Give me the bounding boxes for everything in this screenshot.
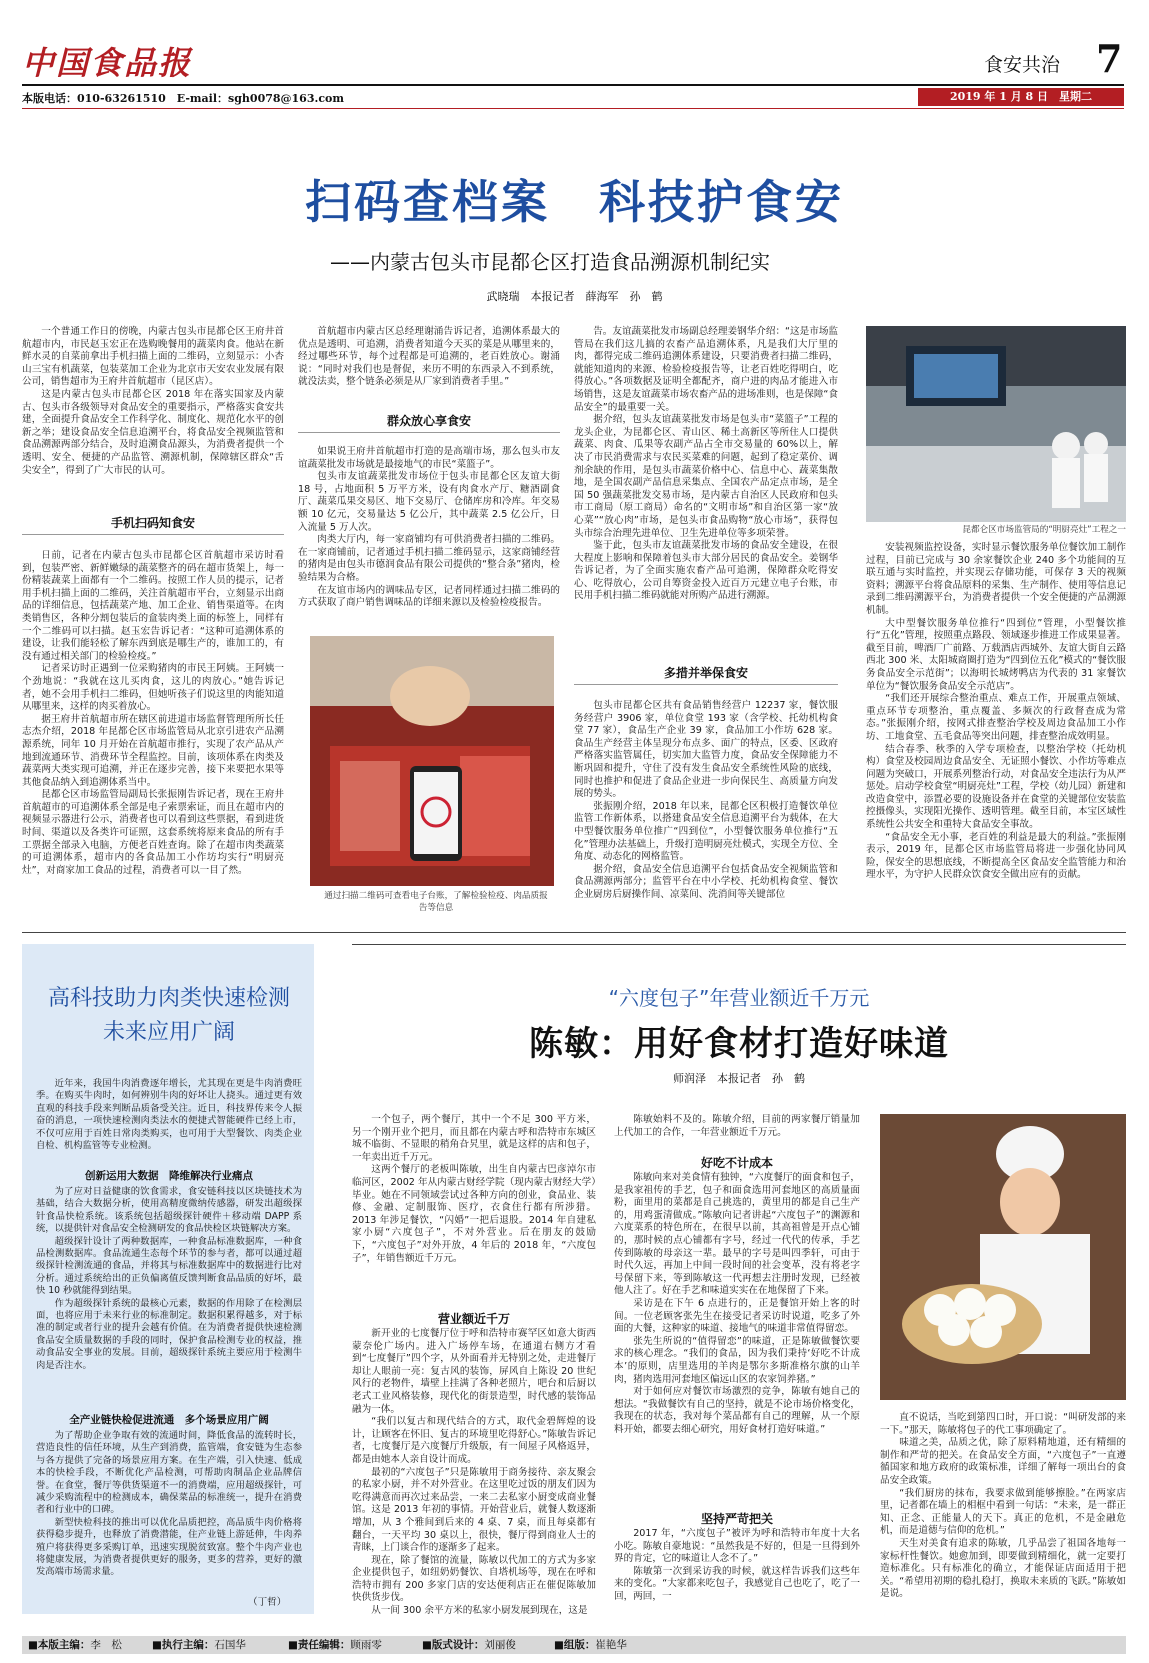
- footer-item: ■执行主编：石国华: [152, 1639, 246, 1651]
- lead-column-4: [866, 542, 1126, 882]
- chef-with-buns-illustration: [880, 1114, 1126, 1400]
- subhead-rule: [22, 534, 284, 535]
- paragraph: 张先生所说的“值得留恋”的味道，正是陈敏做餐饮要求的核心理念。“我们的食品，因为我们秉持‘好吃不计成本’的原则，店里选用的羊肉是鄂尔多斯准格尔旗的山羊肉，猪肉选用河套地区偏远山区的农家饲养猪。”: [614, 1335, 860, 1385]
- feature-top-rule: [352, 944, 1126, 945]
- paragraph: 陈敏向来对美食情有独钟，“六度餐厅的面食和包子，是我家祖传的手艺，包子和面食选用河套地区的高质量面粉，面里用的菜都是自己挑选的，黄里用的都是自己生产的，用鸡蛋清做成。”陈敏向记者讲起“六度包子”的渊源和六度菜系的特色所在，在很早以前，其高祖曾是开点心铺的，那时候的点心铺都有字号，经过一代代的传承，手艺传到陈敏的母亲这一辈。最早的字号是叫四季轩，可由于时代久远，再加上中间一段时间的社会变革，没有将老字号保留下来，等到陈敏这一代再想去注册时发现，已经被他人注了。好在手艺和味道实实在在地保留了下来。: [614, 1172, 860, 1297]
- sidebar-title: 高科技助力肉类快速检测未来应用广阔: [47, 986, 290, 1045]
- subhead-no-cost-spared: 好吃不计成本: [700, 1156, 773, 1170]
- paragraph: 现在，除了餐馆的流量，陈敏以代加工的方式为多家企业提供包子，如纽奶奶餐饮、自塔机场等，现在在呼和浩特市拥有 200 多家门店的安达便利店正在催促陈敏加快供货步伐。: [352, 1554, 596, 1604]
- masthead: [0, 0, 1149, 112]
- paragraph: 新型快检科技的推出可以优化品质把控，高品质牛肉价格将获得稳步提升，也释放了消费潜能，住产业链上游延伸，牛肉养殖户将获得更多采购订单，迅速实现脱贫致富。整个牛肉产业也将健康发展，为消费者提供更好的服务，更多的营养，更好的激发高端市场需求量。: [36, 1516, 302, 1578]
- paragraph: 据介绍，食品安全信息追溯平台包括食品安全视频监管和食品溯源两部分；监管平台在中小学校、托幼机构食堂、餐饮企业厨房后厨操作间、凉菜间、洗消间等关键部位: [574, 863, 838, 900]
- chef-photo: [880, 1114, 1126, 1400]
- footer-item: ■责任编辑：顾雨零: [288, 1639, 382, 1651]
- paragraph: 这两个餐厅的老板叫陈敏，出生自内蒙古巴彦淖尔市临河区，2002 年从内蒙古财经学院（现内蒙古财经大学）毕业。她在不同领域尝试过各种方向的创业，食品业、装修、金融、定制服饰、医疗，衣食住行都有所涉猎。2013 年涉足餐饮，“闪婚”一把后退股。2014 年自建私家小厨“六度包子”，不对外营业。后在朋友的鼓励下，“六度包子”对外开放，4 年后的 2018 年，“六度包子”，年销售额近千万元。: [352, 1164, 596, 1264]
- market-qr-photo: [310, 636, 554, 886]
- paragraph: 陈敏第一次到采访我的时候，就这样告诉我们这些年来的变化。“大家都来吃包子，我感觉自己也吃了，吃了一回，两回，一: [614, 1565, 860, 1602]
- feature-kicker: “六度包子”年营业额近千万元: [608, 986, 870, 1010]
- kitchen-photo-caption: 昆都仑区市场监管局的“明厨亮灶”工程之一: [962, 525, 1126, 535]
- qr-scan-photo-illustration: [310, 636, 554, 886]
- feature-column-1: [352, 1114, 596, 1265]
- feature-column-1b: [352, 1328, 596, 1618]
- lead-column-2b: [298, 446, 560, 610]
- paragraph: 超级探针设计了两种数据库，一种食品标准数据库，一种食品检测数据库。食品流通生态每个环节的参与者，都可以通过超级探针检测流通的食品，并将其与标准数据库中的数据进行比对分析。通过系统给出的正负偏离值反馈判断食品品质的好坏，最快 10 秒就能得到结果。: [36, 1235, 302, 1297]
- sidebar-subhead-supply-chain: 全产业链快检促进流通 多个场景应用广阔: [69, 1414, 269, 1426]
- paragraph: 张振刚介绍，2018 年以来，昆都仑区积极打造餐饮单位监管工作新体系，以搭建食品安全信息追溯平台为载体，在大中型餐饮服务单位推广“四到位”，小型餐饮服务单位推行“五化”管理办法基础上，升级打造明厨亮灶模式，实现全方位、全角度、动态化的网格监管。: [574, 800, 839, 863]
- paragraph: 告。友谊蔬菜批发市场副总经理姜钢华介绍：“这是市场监管局在我们这儿搞的农畜产品追溯体系，凡是我们大厅里的肉，都得完成二维码追溯体系建设，只要消费者扫描二维码，就能知道肉的来源、检验检疫报告等，让老百姓吃得明白，吃得放心。”各项数据及证明全都配齐，商户进的肉品才能进入市场销售，这是友谊蔬菜市场农畜产品的进场准则，也是保障“食品安全”的最重要一关。: [574, 326, 839, 413]
- subhead-strict-control: 坚持严苛把关: [700, 1512, 773, 1526]
- paragraph: 为了应对日益健康的饮食需求，食安链科技以区块链技术为基础，结合大数据分析，使用高精度微纳传感器，研发出超级探针食品快检系统。该系统包括超级探针硬件＋移动端 DAPP 系统，以提供针对食品安全检测研发的食品快检区块链解决方案。: [36, 1186, 302, 1235]
- paragraph: 对于如何应对餐饮市场激烈的竞争，陈敏有她自己的想法。“我做餐饮有自己的坚持，就是不论市场价格变化，我现在的状态，我对每个菜品都有自己的理解，从一个原料开始，都要去细心研究，用好食材打造好味道。”: [614, 1386, 860, 1435]
- paragraph: 从一间 300 余平方米的私家小厨发展到现在，这是: [371, 1605, 588, 1617]
- paragraph: 一个普通工作日的傍晚，内蒙古包头市昆都仑区王府井首航超市内，市民赵玉宏正在选购晚餐用的蔬菜肉食。他站在新鲜水灵的自菜前拿出手机扫描上面的二维码，立刻显示：小杏山三宝有机蔬菜，包装菜加工企业为北京市天安农业发展有限公司，销售超市为王府井首航超市（昆区店）。: [22, 326, 284, 388]
- feature-title: 陈敏：用好食材打造好味道: [529, 1024, 949, 1064]
- lead-column-3: [574, 326, 838, 603]
- kitchen-photo-illustration: [866, 326, 1126, 522]
- lead-subtitle: ——内蒙古包头市昆都仑区打造食品溯源机制纪实: [330, 250, 770, 274]
- feature-column-2: [614, 1114, 860, 1139]
- footer-item: ■本版主编：李 松: [28, 1639, 122, 1651]
- section-name: 食安共治: [984, 54, 1061, 76]
- subhead-revenue: 营业额近千万: [437, 1312, 510, 1326]
- paragraph: “我们以复古和现代结合的方式，取代金碧辉煌的设计，让顾客在怀旧、复古的环境里吃得舒心。”陈敏告诉记者，七度餐厅是六度餐厅升级版，有一间屋子风格返异，都是由她本人亲自设计而成。: [352, 1416, 596, 1465]
- paragraph: “食品安全无小事，老百姓的利益是最大的利益。”张振刚表示，2019 年，昆都仑区市场监管局将进一步强化协同风险，保安全的思想底线，不断提高全区食品安全监管能力和治理水平，为守护人民群众饮食安全做出应有的贡献。: [866, 831, 1126, 881]
- feature-byline: 师润泽 本报记者 孙 鹤: [673, 1072, 805, 1085]
- paragraph: 这是内蒙古包头市昆都仑区 2018 年在落实国家及内蒙古、包头市各级领导对食品安全的重要指示，严格落实食安共建，全面提升食品安全工作科学化、制度化、规范化水平的创新之举；建设食品安全信息追溯平台，将食品安全视频监管和食品溯源两部分结合，及时追溯食品源头，为消费者提供一个透明、安全、便捷的产品监管、溯源机制，保障辖区群众“舌尖安全”，得到了广大市民的认可。: [22, 388, 284, 476]
- paragraph: 安装视频监控设备，实时显示餐饮服务单位餐饮加工制作过程，目前已完成与 30 余家餐饮企业 240 多个功能间的互联互通与实时监控，并实现云存储功能，可保存 3 天的视频资料；溯源平台将食品原料的采集、生产制作、使用等信息记录到二维码溯源平台，为消费者提供一个安全便捷的产品溯源机制。: [866, 542, 1126, 616]
- paragraph: 采访是在下午 6 点进行的，正是餐馆开始上客的时间。一位老顾客张先生在接受记者采访时说道，吃多了外面的大餐，这种家的味道、接地气的味道非常值得留恋。: [614, 1297, 860, 1335]
- paragraph: 天生对美食有追求的陈敏，几乎品尝了祖国各地每一家标杆性餐饮。她愈加到，即要做到精细化，就一定要打造标准化。只有标准化的确立，才能保证店面适用于把关。“希望用初期的稳扎稳打，换取未来质的飞跃。”陈敏如是说。: [880, 1537, 1126, 1600]
- paragraph: 鉴于此，包头市友谊蔬菜批发市场的食品安全建设，在很大程度上影响和保障着包头市大部分居民的食品安全。姜钢华告诉记者，为了全面实施农畜产品可追溯，保障群众吃得安心、吃得放心，公司自筹资金投入近百万元建立电子台账，市民用手机扫描二维码就能对所购产品进行溯源。: [574, 540, 838, 602]
- paragraph: “我们还开展综合整治重点、难点工作，开展重点领域、重点环节专项整治，重点覆盖、多频次的行政督查成为常态。”张振刚介绍，按网式排查整治学校及周边食品加工小作坊、工地食堂、五毛食品等突出问题，排查整治成效明显。: [866, 693, 1126, 742]
- paragraph: 为了帮助企业争取有效的流通时间，降低食品的流转时长，营造良性的信任环境，从生产到消费，监管端，食安链为生态参与各方提供了完备的场景应用方案。在生产端，引入快速、低成本的快检手段，不断优化产品检测，可帮助肉制品企业品牌信誉。在食堂，餐厅等供货渠道不一的消费端，应用超级探针，可减少采购流程中的检测成本，确保菜品的标准统一，提升在消费者和行业中的口碑。: [36, 1430, 302, 1516]
- paragraph: 直不说话，当吃到第四口时，开口说：“叫研发部的来一下。”那天，陈敏将包子的代工事项确定了。: [880, 1412, 1126, 1436]
- footer-bar: [22, 1636, 1126, 1654]
- sidebar-intro: [36, 1078, 302, 1152]
- lead-column-2: [298, 326, 560, 389]
- footer-item: ■版式设计：刘丽俊: [422, 1639, 516, 1651]
- lead-title: 扫码查档案 科技护食安: [305, 175, 844, 229]
- paragraph: “我们厨房的抹布，我要求做到能够擦脸。”在两家店里，记者都在墙上的相框中看到一句话：“未来，是一群正知、正念、正能量人的天下。真正的危机，不是金融危机，而是道德与信仰的危机。”: [880, 1487, 1126, 1537]
- subhead-rest-assured: 群众放心享食安: [386, 414, 471, 428]
- lead-column-3b: [574, 700, 838, 902]
- sidebar-author: （丁哲）: [248, 1597, 287, 1608]
- subhead-multiple-measures: 多措并举保食安: [663, 666, 748, 680]
- paragraph: 包头市昆都仑区共有食品销售经营户 12237 家，餐饮服务经营户 3906 家，单位食堂 193 家（含学校、托幼机构食堂 77 家），食品生产企业 39 家，食品加工小作坊 628 家。食品生产经营主体呈现分布点多、面广的特点，区委、区政府严格落实监管属任，切实加大监管力度，食品安全保障能力不断巩固和提升，守住了没有发生食品安全系统性风险的底线，同时也推护和促进了食品企业进一步向保民生、高质量方向发展的势头。: [574, 700, 838, 800]
- paragraph: 肉类大厅内，每一家商铺均有可供消费者扫描的二维码。在一家商铺前，记者通过手机扫描二维码显示，这家商铺经营的猪肉是由包头市德润食品有限公司提供的“整合条”猪肉，检验结果为合格。: [298, 534, 560, 583]
- paragraph: 作为超级探针系统的最核心元素，数据的作用除了在检测层面，也将应用于未来行业的标准制定。数据积累得越多，对于标准的制定或者行业的提升会越有价值。在为消费者提供快速检测食品安全质量数据的手段的同时，保护食品检测专业的权益，推动食品安全事业的发展。目前，超级探针系统主要应用于检测牛肉是否注水。: [36, 1297, 302, 1371]
- page-number: 7: [1096, 36, 1123, 81]
- paragraph: 记者采访时正遇到一位采购猪肉的市民王阿姨。王阿姨一个劲地说：“我就在这儿买肉食，这儿的肉放心。”她告诉记者，她不会用手机扫二维码，但她听孩子们说这里的肉能知道从哪里来，这样的肉买着放心。: [22, 663, 284, 713]
- masthead-rule: [22, 84, 1124, 86]
- date-bar: 2019 年 1 月 8 日 星期二: [918, 88, 1124, 106]
- paragraph: 首航超市内蒙古区总经理谢涌告诉记者，追溯体系最大的优点是透明、可追溯，消费者知道今天买的菜是从哪里来的，经过哪些环节，每个过程都是可追溯的，老百姓放心。谢涌说：“同时对我们也是督促，来历不明的东西录入不到系统，就没法卖，整个链条必须是从厂家到消费者手里。”: [298, 326, 560, 388]
- paragraph: 大中型餐饮服务单位推行“四到位”管理，小型餐饮推行“五化”管理，按照重点路段、领域逐步推进工作成果显著。截至目前，啤酒厂广前路、万载酒店西城外、友谊大街自云路西北 300 米、太阳城商圈打造为“四到位五化”模式的“餐饮服务食品安全示范街”；以海明长城烤鸭店为代表的 31 家餐饮单位为“餐饮服务食品安全示范店”。: [866, 617, 1126, 692]
- paragraph: 2017 年，“六度包子”被评为呼和浩特市年度十大名小吃。陈敏自豪地说：“虽然我是不好的，但是一旦得到外界的肯定，它的味道让人念不了。”: [614, 1528, 860, 1565]
- feature-column-2c: [614, 1528, 860, 1604]
- kitchen-photo: [866, 326, 1126, 522]
- paragraph: 结合春季、秋季的入学专项检查，以整治学校（托幼机构）食堂及校园周边食品安全、无证照小餐饮、小作坊等难点问题为突破口，开展系列整治行动，对食品安全违法行为从严惩处。启动学校食堂“明厨亮灶”工程，学校（幼儿园）新建和改造食堂中，添置必要的设施设备并在食堂的关键部位安装监控摄像头，实现阳光操作、透明管理。截至目前，本宝区域性系统性公共安全和重特大食品安全事故。: [866, 743, 1126, 831]
- paragraph: 最初的“六度包子”只是陈敏用于商务接待、亲友聚会的私家小厨，并不对外营业。在这里吃过饭的朋友们因为吃得满意而再次过来品尝，一来二去私家小厨变成商业餐馆。这是 2013 年初的事情。开始营业后，就餐人数逐渐增加，从 3 个雅间到后来的 4 桌、7 桌，而且每桌都有翻台，一天平均 30 桌以上，很快，餐厅得到商业人士的青睐，上门谈合作的逐渐多了起来。: [352, 1466, 596, 1554]
- paragraph: 据王府井首航超市所在辖区前进道市场监督管理所所长任志杰介绍，2018 年昆都仑区市场监管局从北京引进农产品溯源系统，同年 10 月开始在首航超市推行，实现了农产品从产地到流通环节、消费环节全程监控。目前，该项体系在肉类及蔬菜两大类实现可追溯，并正在逐步完善，接下来要把水果等其他食品纳入到追溯体系当中。: [22, 713, 284, 788]
- lead-column-1b: [22, 550, 284, 877]
- paragraph: 如果说王府井首航超市打造的是高端市场，那么包头市友谊蔬菜批发市场就是最接地气的市民“菜篮子”。: [298, 446, 560, 470]
- paragraph: 据介绍，包头友谊蔬菜批发市场是包头市“菜篮子”工程的龙头企业，为昆都仑区、青山区、稀土高新区等所住人口提供蔬菜、肉食、瓜果等农副产品占全市交易量的 60%以上，解决了市民消费需求与农民买菜难的问题，起到了稳定菜价、调剂余缺的作用，是包头市蔬菜价格中心、信息中心、蔬菜集散地，是全国农副产品信息采集点、全国农产品定点市场，是全国 50 强蔬菜批发交易市场，是内蒙古自治区人民政府和包头市工商局（原工商局）命名的“文明市场”和自治区第一家“放心菜”“放心肉”市场，是包头市食品购物“放心市场”，获得包头市综合治理先进单位、卫生先进单位等多项荣誉。: [574, 414, 838, 539]
- masthead-bottom-rule: [22, 108, 1124, 109]
- newspaper-logo: 中国食品报: [22, 44, 193, 82]
- section-divider: [22, 932, 1126, 933]
- paragraph: 陈敏始料不及的。陈敏介绍，目前的两家餐厅销量加上代加工的合作，一年营业额近千万元。: [614, 1114, 860, 1138]
- feature-column-3: [880, 1412, 1126, 1601]
- paragraph: 新开业的七度餐厅位于呼和浩特市赛罕区如意大街西蒙奈伦广场内。进入广场停车场，在通道右侧方才看到“七度餐厅”四个字，从外面看并无特别之处，走进餐厅却让人眼前一亮：复古风的装饰，屏风自上陈设 20 世纪风行的老物件，墙壁上挂满了各种老照片，吧台和后厨以老式工业风格装修，现代化的街景造型，时代感的装饰品融为一体。: [352, 1328, 596, 1415]
- lead-byline: 武晓瑞 本报记者 薛海军 孙 鹤: [486, 290, 663, 303]
- subhead-rule: [298, 432, 560, 433]
- footer-item: ■组版：崔艳华: [554, 1639, 627, 1651]
- paragraph: 味道之美，品质之优，除了原料精地道，还有精细的制作和严苛的把关。在食品安全方面，“六度包子”一直遵循国家和地方政府的政策标准，详细了解每一项出台的食品安全政策。: [880, 1437, 1126, 1486]
- lead-column-1: [22, 326, 284, 477]
- paragraph: 一个包子，两个餐厅，其中一个不足 300 平方米，另一个刚开业个把月，而且都在内蒙古呼和浩特市东城区城不临街、不显眼的稍角旮旯里，就是这样的店和包子，一年卖出近千万元。: [352, 1114, 596, 1163]
- contact-line: 本版电话：010-63261510 E-mail：sgh0078@163.com: [22, 92, 344, 105]
- paragraph: 日前，记者在内蒙古包头市昆都仑区首航超市采访时看到，包装严密、新鲜嫩绿的蔬菜整齐的码在超市货架上，每一份精装蔬菜上面都有一个二维码。按照工作人员的提示，记者用手机扫描上面的二维码，关注首航超市平台，立刻显示出商品的详细信息，包括蔬菜产地、加工企业、销售渠道等。在肉类销售区，各种分割包装后的盒装肉类上面的标签上，同样有一个二维码可以扫描。赵玉宏告诉记者：“这种可追溯体系的建设，让我们能轻松了解东西到底是哪生产的，谁加工的，有没有通过相关部门的检验检疫。”: [22, 550, 284, 662]
- sidebar-subhead-big-data: 创新运用大数据 降维解决行业痛点: [85, 1170, 253, 1182]
- sidebar-section-1: [36, 1186, 302, 1372]
- subhead-scan-code: 手机扫码知食安: [110, 516, 195, 530]
- market-photo-caption: 通过扫描二维码可查看电子台账，了解检验检疫、肉品质报告等信息: [324, 891, 548, 913]
- paragraph: 近年来，我国牛肉消费逐年增长，尤其现在更是牛肉消费旺季。在购买牛肉时，如何辨别牛肉的好坏让人挠头。通过更有效直观的科技手段来判断品质备受关注。近日，科技界传来令人振奋的消息，一项快速检测肉类法水的便捷式智能硬件已经上市，不仅可应用于百姓日常肉类购买，也可用于大型餐饮、肉类企业自检、机构监管等专业检测。: [36, 1078, 302, 1152]
- paragraph: 昆都仑区市场监管局副局长张振刚告诉记者，现在王府井首航超市的可追溯体系全部是电子索票索证，而且在超市内的视频显示器进行公示，消费者也可以看到这些票据，看到进货时间、渠道以及各类许可证照，这套系统将原来食品的所有手工票据全部录入电脑，方便老百姓查询。除了在超市肉类蔬菜的可追溯体系，超市内的各食品加工小作坊均实行“明厨亮灶”，对商家加工食品的过程，消费者可以一目了然。: [22, 789, 284, 876]
- paragraph: 包头市友谊蔬菜批发市场位于包头市昆都仑区友谊大街 18 号，占地面积 5 万平方米，设有肉食水产厅、糖酒副食厅、蔬菜瓜果交易区、地下交易厅、仓储库房和冷库。年交易额 10 亿元，交易量达 5 亿公斤，其中蔬菜 2.5 亿公斤，日入流量 5 万人次。: [298, 471, 560, 533]
- feature-column-2b: [614, 1172, 860, 1436]
- subhead-rule: [574, 684, 838, 685]
- paragraph: 在友谊市场内的调味品专区，记者同样通过扫描二维码的方式获取了商户销售调味品的详细来源以及检验检疫报告。: [298, 584, 560, 609]
- sidebar-section-2: [36, 1430, 302, 1579]
